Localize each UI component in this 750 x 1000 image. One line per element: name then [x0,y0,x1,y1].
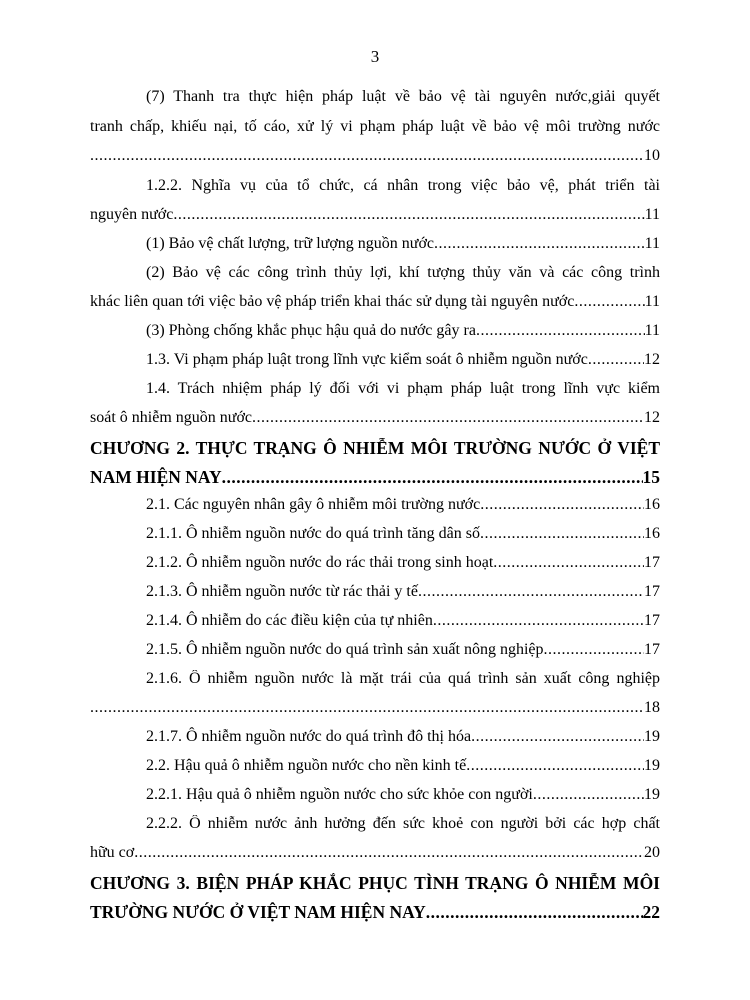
toc-entry-leader[interactable] [90,147,660,167]
toc-page-number: 16 [644,496,660,513]
toc-page-number: 11 [644,293,660,310]
toc-entry-line: 2.1.6. Ô nhiễm nguồn nước là mặt trái của quá trình sản xuất công nghiệp [146,670,660,687]
toc-entry-leader[interactable]: 2.1.3. Ô nhiễm nguồn nước từ rác thải y tế ..... 17 [90,583,660,603]
toc-page-number: 19 [644,757,660,774]
toc-page-number: 11 [644,235,660,252]
toc-page-number: 17 [644,583,660,600]
toc-entry-line: 1.2.2. Nghĩa vụ của tổ chức, cá nhân trong việc bảo vệ, phát triển tài [146,177,660,194]
toc-entry-leader[interactable]: 2.2. Hậu quả ô nhiễm nguồn nước cho nền kinh tế ..... 19 [90,757,660,777]
toc-entry-line: (7) Thanh tra thực hiện pháp luật về bảo vệ tài nguyên nước,giải quyết [146,88,660,105]
chapter-heading-line: CHƯƠNG 3. BIỆN PHÁP KHẮC PHỤC TÌNH TRẠNG Ô NHIỄM MÔI [90,873,660,893]
toc-page-number: 22 [642,902,660,922]
toc-entry-line: 2.2.2. Ô nhiễm nước ảnh hưởng đến sức khoẻ con người bởi các hợp chất [146,815,660,832]
toc-entry-leader[interactable]: 2.1.1. Ô nhiễm nguồn nước do quá trình tăng dân số ..... 16 [90,525,660,545]
toc-entry-leader[interactable]: 2.1.4. Ô nhiễm do các điều kiện của tự nhiên ..... 17 [90,612,660,632]
toc-page-number: 17 [644,641,660,658]
toc-page-number: 17 [644,612,660,629]
toc-page-number: 12 [644,409,660,426]
toc-entry-leader[interactable] [90,699,660,719]
toc-entry-leader[interactable]: (3) Phòng chống khắc phục hậu quả do nước gây ra ..... 11 [90,322,660,342]
toc-page-number: 20 [644,844,660,861]
toc-entry-line: tranh chấp, khiếu nại, tố cáo, xử lý vi phạm pháp luật về bảo vệ môi trường nước [90,118,660,135]
toc-page-number: 19 [644,728,660,745]
toc-page-number: 15 [642,467,660,487]
toc-page-number: 16 [644,525,660,542]
toc-page-number: 11 [644,206,660,223]
toc-entry-leader[interactable]: khác liên quan tới việc bảo vệ pháp triển khai thác sử dụng tài nguyên nước ..... 11 [90,293,660,313]
toc-entry-leader[interactable]: 2.1.5. Ô nhiễm nguồn nước do quá trình sản xuất nông nghiệp ..... 17 [90,641,660,661]
toc-page-number: 11 [644,322,660,339]
toc-entry-line: 1.4. Trách nhiệm pháp lý đối với vi phạm pháp luật trong lĩnh vực kiểm [146,380,660,397]
chapter-heading-leader[interactable]: TRƯỜNG NƯỚC Ở VIỆT NAM HIỆN NAY ..... 22 [90,902,660,922]
chapter-heading-leader[interactable]: NAM HIỆN NAY ..... 15 [90,467,660,487]
page-number: 3 [370,47,380,66]
toc-page-number: 18 [644,699,660,716]
toc-page-number: 17 [644,554,660,571]
toc-entry-leader[interactable]: soát ô nhiễm nguồn nước ..... 12 [90,409,660,429]
toc-page-number: 19 [644,786,660,803]
toc-entry-leader[interactable]: 2.1.7. Ô nhiễm nguồn nước do quá trình đô thị hóa ..... 19 [90,728,660,748]
toc-page-number: 10 [644,147,660,164]
toc-entry-leader[interactable]: 2.2.1. Hậu quả ô nhiễm nguồn nước cho sức khỏe con người ..... 19 [90,786,660,806]
toc-page-number: 12 [644,351,660,368]
toc-entry-leader[interactable]: 1.3. Vi phạm pháp luật trong lĩnh vực kiểm soát ô nhiễm nguồn nước ..... 12 [90,351,660,371]
toc-entry-leader[interactable]: nguyên nước ..... 11 [90,206,660,226]
toc-entry-leader[interactable]: (1) Bảo vệ chất lượng, trữ lượng nguồn nước ..... 11 [90,235,660,255]
toc-entry-leader[interactable]: 2.1. Các nguyên nhân gây ô nhiễm môi trường nước ..... 16 [90,496,660,516]
chapter-heading-line: CHƯƠNG 2. THỰC TRẠNG Ô NHIỄM MÔI TRƯỜNG NƯỚC Ở VIỆT [90,438,660,458]
toc-entry-leader[interactable]: 2.1.2. Ô nhiễm nguồn nước do rác thải trong sinh hoạt ..... 17 [90,554,660,574]
toc-entry-line: (2) Bảo vệ các công trình thủy lợi, khí tượng thủy văn và các công trình [146,264,660,281]
toc-entry-leader[interactable]: hữu cơ ..... 20 [90,844,660,864]
